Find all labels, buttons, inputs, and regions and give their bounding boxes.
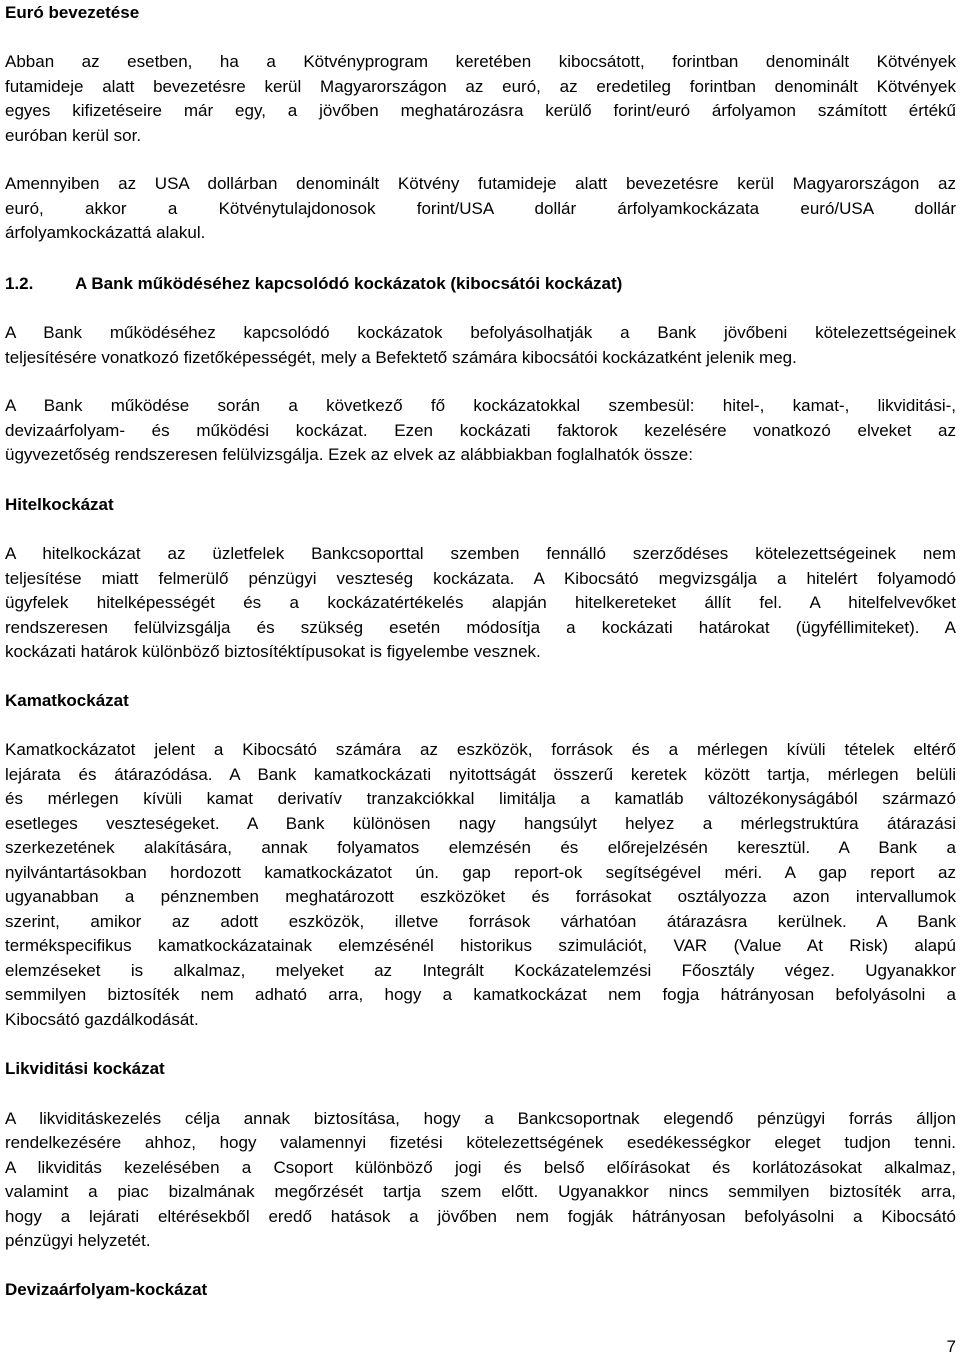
paragraph-bank-risks xyxy=(5,321,956,370)
text-line: elemzéseket is alkalmaz, melyeket az Integrált Kockázatelemzési Főosztály végez. Ugyanakkor xyxy=(5,960,956,980)
text-line: ügyfelek hitelképességét és a kockázatértékelés alapján hitelkereteket állít fel. A hitelfelvevőket xyxy=(5,593,956,612)
text-line: kockázati határok különböző biztosítéktípusokat is figyelembe vesznek. xyxy=(5,642,541,661)
text-line: A Bank működése során a következő fő kockázatokkal szembesül: hitel-, kamat-, likviditási-, xyxy=(5,396,956,415)
text-line: szerkezetének alakítására, annak folyamatos elemzésén és előrejelzésén keresztül. A Bank a xyxy=(5,838,956,857)
subheading-fx-risk: Devizaárfolyam-kockázat xyxy=(5,1279,208,1299)
section-number: 1.2. xyxy=(5,273,34,293)
text-line: lejárata és átárazódása. A Bank kamatkockázati nyitottságát összerű keretek között tartja, mérlegen belüli xyxy=(5,764,956,784)
subheading-liquidity-risk: Likviditási kockázat xyxy=(5,1059,165,1078)
text-line: ugyanabban a pénznemben meghatározott eszközöket és forrásokat osztályozza azon intervallumok xyxy=(5,887,956,906)
text-line: A hitelkockázat az üzletfelek Bankcsoporttal szemben fennálló szerződéses kötelezettségeinek nem xyxy=(5,544,956,563)
page-number: 7 xyxy=(946,1337,956,1356)
text-line: rendelkezésére ahhoz, hogy valamennyi fizetési kötelezettségének esedékességkor eleget tudjon tenni. xyxy=(5,1133,956,1152)
text-line: A likviditáskezelés célja annak biztosítása, hogy a Bankcsoportnak elegendő pénzügyi forrás álljon xyxy=(5,1108,956,1128)
text-line: teljesítésére vonatkozó fizetőképességét, mely a Befektető számára kibocsátói kockázatként jelenik meg. xyxy=(5,347,797,367)
subheading-interest-risk: Kamatkockázat xyxy=(5,690,129,710)
document-page xyxy=(5,0,956,1302)
section-title-1-2 xyxy=(5,272,956,297)
subheading-credit-risk: Hitelkockázat xyxy=(5,494,114,514)
paragraph-risk-types xyxy=(5,394,956,468)
paragraph-euro-usd xyxy=(5,172,956,246)
text-line: hogy a lejárati eltérésekből eredő hatások a jövőben nem fogják hátrányosan befolyásolni a Kibocsátó xyxy=(5,1206,956,1226)
text-line: egyes kifizetéseire már egy, a jövőben meghatározásra kerülő forint/euró árfolyamon számított értékű xyxy=(5,101,956,120)
text-line: valamint a piac bizalmának megőrzését tartja szem előtt. Ugyanakkor nincs semmilyen biztosíték arra, xyxy=(5,1182,956,1201)
text-line: devizaárfolyam- és működési kockázat. Ezen kockázati faktorok kezelésére vonatkozó elveket az xyxy=(5,420,956,440)
text-line: ügyvezetőség rendszeresen felülvizsgálja. Ezek az elvek az alábbiakban foglalhatók össze: xyxy=(5,445,693,464)
text-line: Amennyiben az USA dollárban denominált Kötvény futamideje alatt bevezetésre kerül Magyarországon az xyxy=(5,174,956,193)
text-line: szerint, amikor az adott eszközök, illetve források várhatóan átárazásra kerülnek. A Bank xyxy=(5,911,956,931)
text-line: esetleges veszteségeket. A Bank különösen nagy hangsúlyt helyez a mérlegstruktúra átárazási xyxy=(5,813,956,833)
text-line: termékspecifikus kamatkockázatainak elemzésénél historikus szimulációt, VAR (Value At Risk) alapú xyxy=(5,936,956,955)
paragraph-credit-risk xyxy=(5,542,956,665)
text-line: nyilvántartásokban hordozott kamatkockázatot ún. gap report-ok segítségével méri. A gap report az xyxy=(5,862,956,882)
paragraph-interest-risk xyxy=(5,738,956,1032)
text-line: futamideje alatt bevezetésre kerül Magyarországon az euró, az eredetileg forintban denominált Kötvények xyxy=(5,76,956,96)
text-line: semmilyen biztosíték nem adható arra, hogy a kamatkockázat nem fogja hátrányosan befolyásolni a xyxy=(5,985,956,1004)
text-line: A Bank működéséhez kapcsolódó kockázatok befolyásolhatják a Bank jövőbeni kötelezettségeinek xyxy=(5,323,956,342)
text-line: Abban az esetben, ha a Kötvényprogram keretében kibocsátott, forintban denominált Kötvények xyxy=(5,52,956,71)
text-line: és mérlegen kívüli kamat derivatív tranzakciókkal limitálja a kamatláb változékonyságából származó xyxy=(5,789,956,808)
text-line: Kibocsátó gazdálkodását. xyxy=(5,1009,199,1029)
text-line: rendszeresen felülvizsgálja és szükség esetén módosítja a kockázati határokat (ügyféllimiteket). A xyxy=(5,617,956,637)
section-title-text: A Bank működéséhez kapcsolódó kockázatok (kibocsátói kockázat) xyxy=(75,273,623,293)
paragraph-euro-intro xyxy=(5,50,956,148)
text-line: Kamatkockázatot jelent a Kibocsátó számára az eszközök, források és a mérlegen kívüli tételek eltérő xyxy=(5,740,956,759)
text-line: euróban kerül sor. xyxy=(5,125,142,145)
paragraph-liquidity-risk xyxy=(5,1107,956,1254)
section-heading-euro: Euró bevezetése xyxy=(5,3,140,22)
text-line: pénzügyi helyzetét. xyxy=(5,1231,151,1250)
text-line: euró, akkor a Kötvénytulajdonosok forint/USA dollár árfolyamkockázata euró/USA dollár xyxy=(5,198,956,218)
text-line: teljesítése miatt felmerülő pénzügyi veszteség kockázata. A Kibocsátó megvizsgálja a hitelért folyamodó xyxy=(5,568,956,588)
text-line: A likviditás kezelésében a Csoport különböző jogi és belső előírásokat és korlátozásokat alkalmaz, xyxy=(5,1157,956,1177)
text-line: árfolyamkockázattá alakul. xyxy=(5,223,206,242)
